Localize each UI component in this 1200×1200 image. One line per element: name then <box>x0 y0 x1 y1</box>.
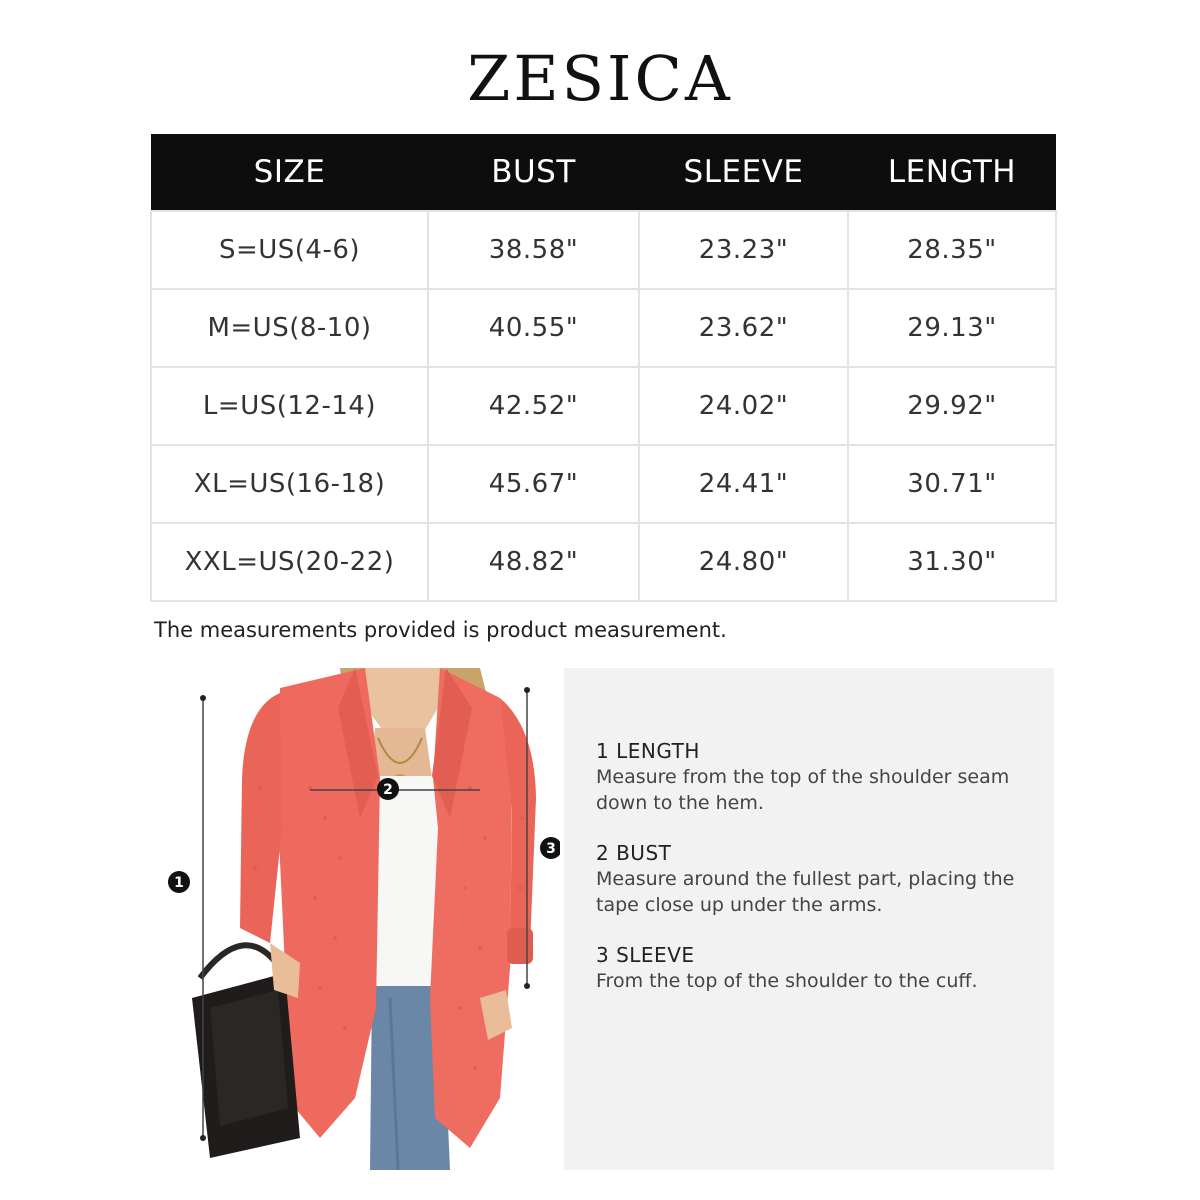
cell-length: 29.13" <box>848 289 1056 367</box>
product-photo <box>150 668 560 1170</box>
measurement-note: The measurements provided is product measurement. <box>154 618 727 642</box>
cell-bust: 45.67" <box>428 445 639 523</box>
table-row <box>151 289 1056 367</box>
cell-size: L=US(12-14) <box>151 367 428 445</box>
guide-bust <box>596 840 1016 918</box>
cell-length: 31.30" <box>848 523 1056 601</box>
cell-length: 29.92" <box>848 367 1056 445</box>
cell-sleeve: 24.80" <box>639 523 848 601</box>
cell-size: M=US(8-10) <box>151 289 428 367</box>
cell-sleeve: 23.23" <box>639 211 848 289</box>
cell-bust: 40.55" <box>428 289 639 367</box>
cell-length: 28.35" <box>848 211 1056 289</box>
size-chart-table <box>150 134 1057 602</box>
guide-description: From the top of the shoulder to the cuff. <box>596 970 978 992</box>
header-sleeve: SLEEVE <box>639 134 848 211</box>
table-row <box>151 211 1056 289</box>
marker-bust <box>377 778 399 800</box>
header-size: SIZE <box>151 134 428 211</box>
cell-size: XXL=US(20-22) <box>151 523 428 601</box>
guide-title: 1 LENGTH <box>596 739 700 763</box>
brand-logo: ZESICA <box>467 42 733 115</box>
table-row <box>151 445 1056 523</box>
cell-length: 30.71" <box>848 445 1056 523</box>
svg-text:1: 1 <box>174 875 184 891</box>
header-length: LENGTH <box>848 134 1056 211</box>
guide-length <box>596 738 1016 816</box>
cell-sleeve: 24.02" <box>639 367 848 445</box>
cell-bust: 48.82" <box>428 523 639 601</box>
cell-size: XL=US(16-18) <box>151 445 428 523</box>
guide-description: Measure from the top of the shoulder seam down to the hem. <box>596 766 1010 814</box>
marker-length <box>168 871 190 893</box>
guide-title: 2 BUST <box>596 841 672 865</box>
guide-title: 3 SLEEVE <box>596 943 695 967</box>
table-row <box>151 523 1056 601</box>
header-bust: BUST <box>428 134 639 211</box>
cell-bust: 38.58" <box>428 211 639 289</box>
svg-text:3: 3 <box>546 841 556 857</box>
guide-sleeve <box>596 942 1016 994</box>
cell-size: S=US(4-6) <box>151 211 428 289</box>
cell-sleeve: 23.62" <box>639 289 848 367</box>
svg-text:2: 2 <box>383 782 393 798</box>
table-header-row <box>151 134 1056 211</box>
table-row <box>151 367 1056 445</box>
measurement-guide-panel <box>564 668 1054 1170</box>
guide-description: Measure around the fullest part, placing the tape close up under the arms. <box>596 868 1015 916</box>
cell-bust: 42.52" <box>428 367 639 445</box>
cell-sleeve: 24.41" <box>639 445 848 523</box>
